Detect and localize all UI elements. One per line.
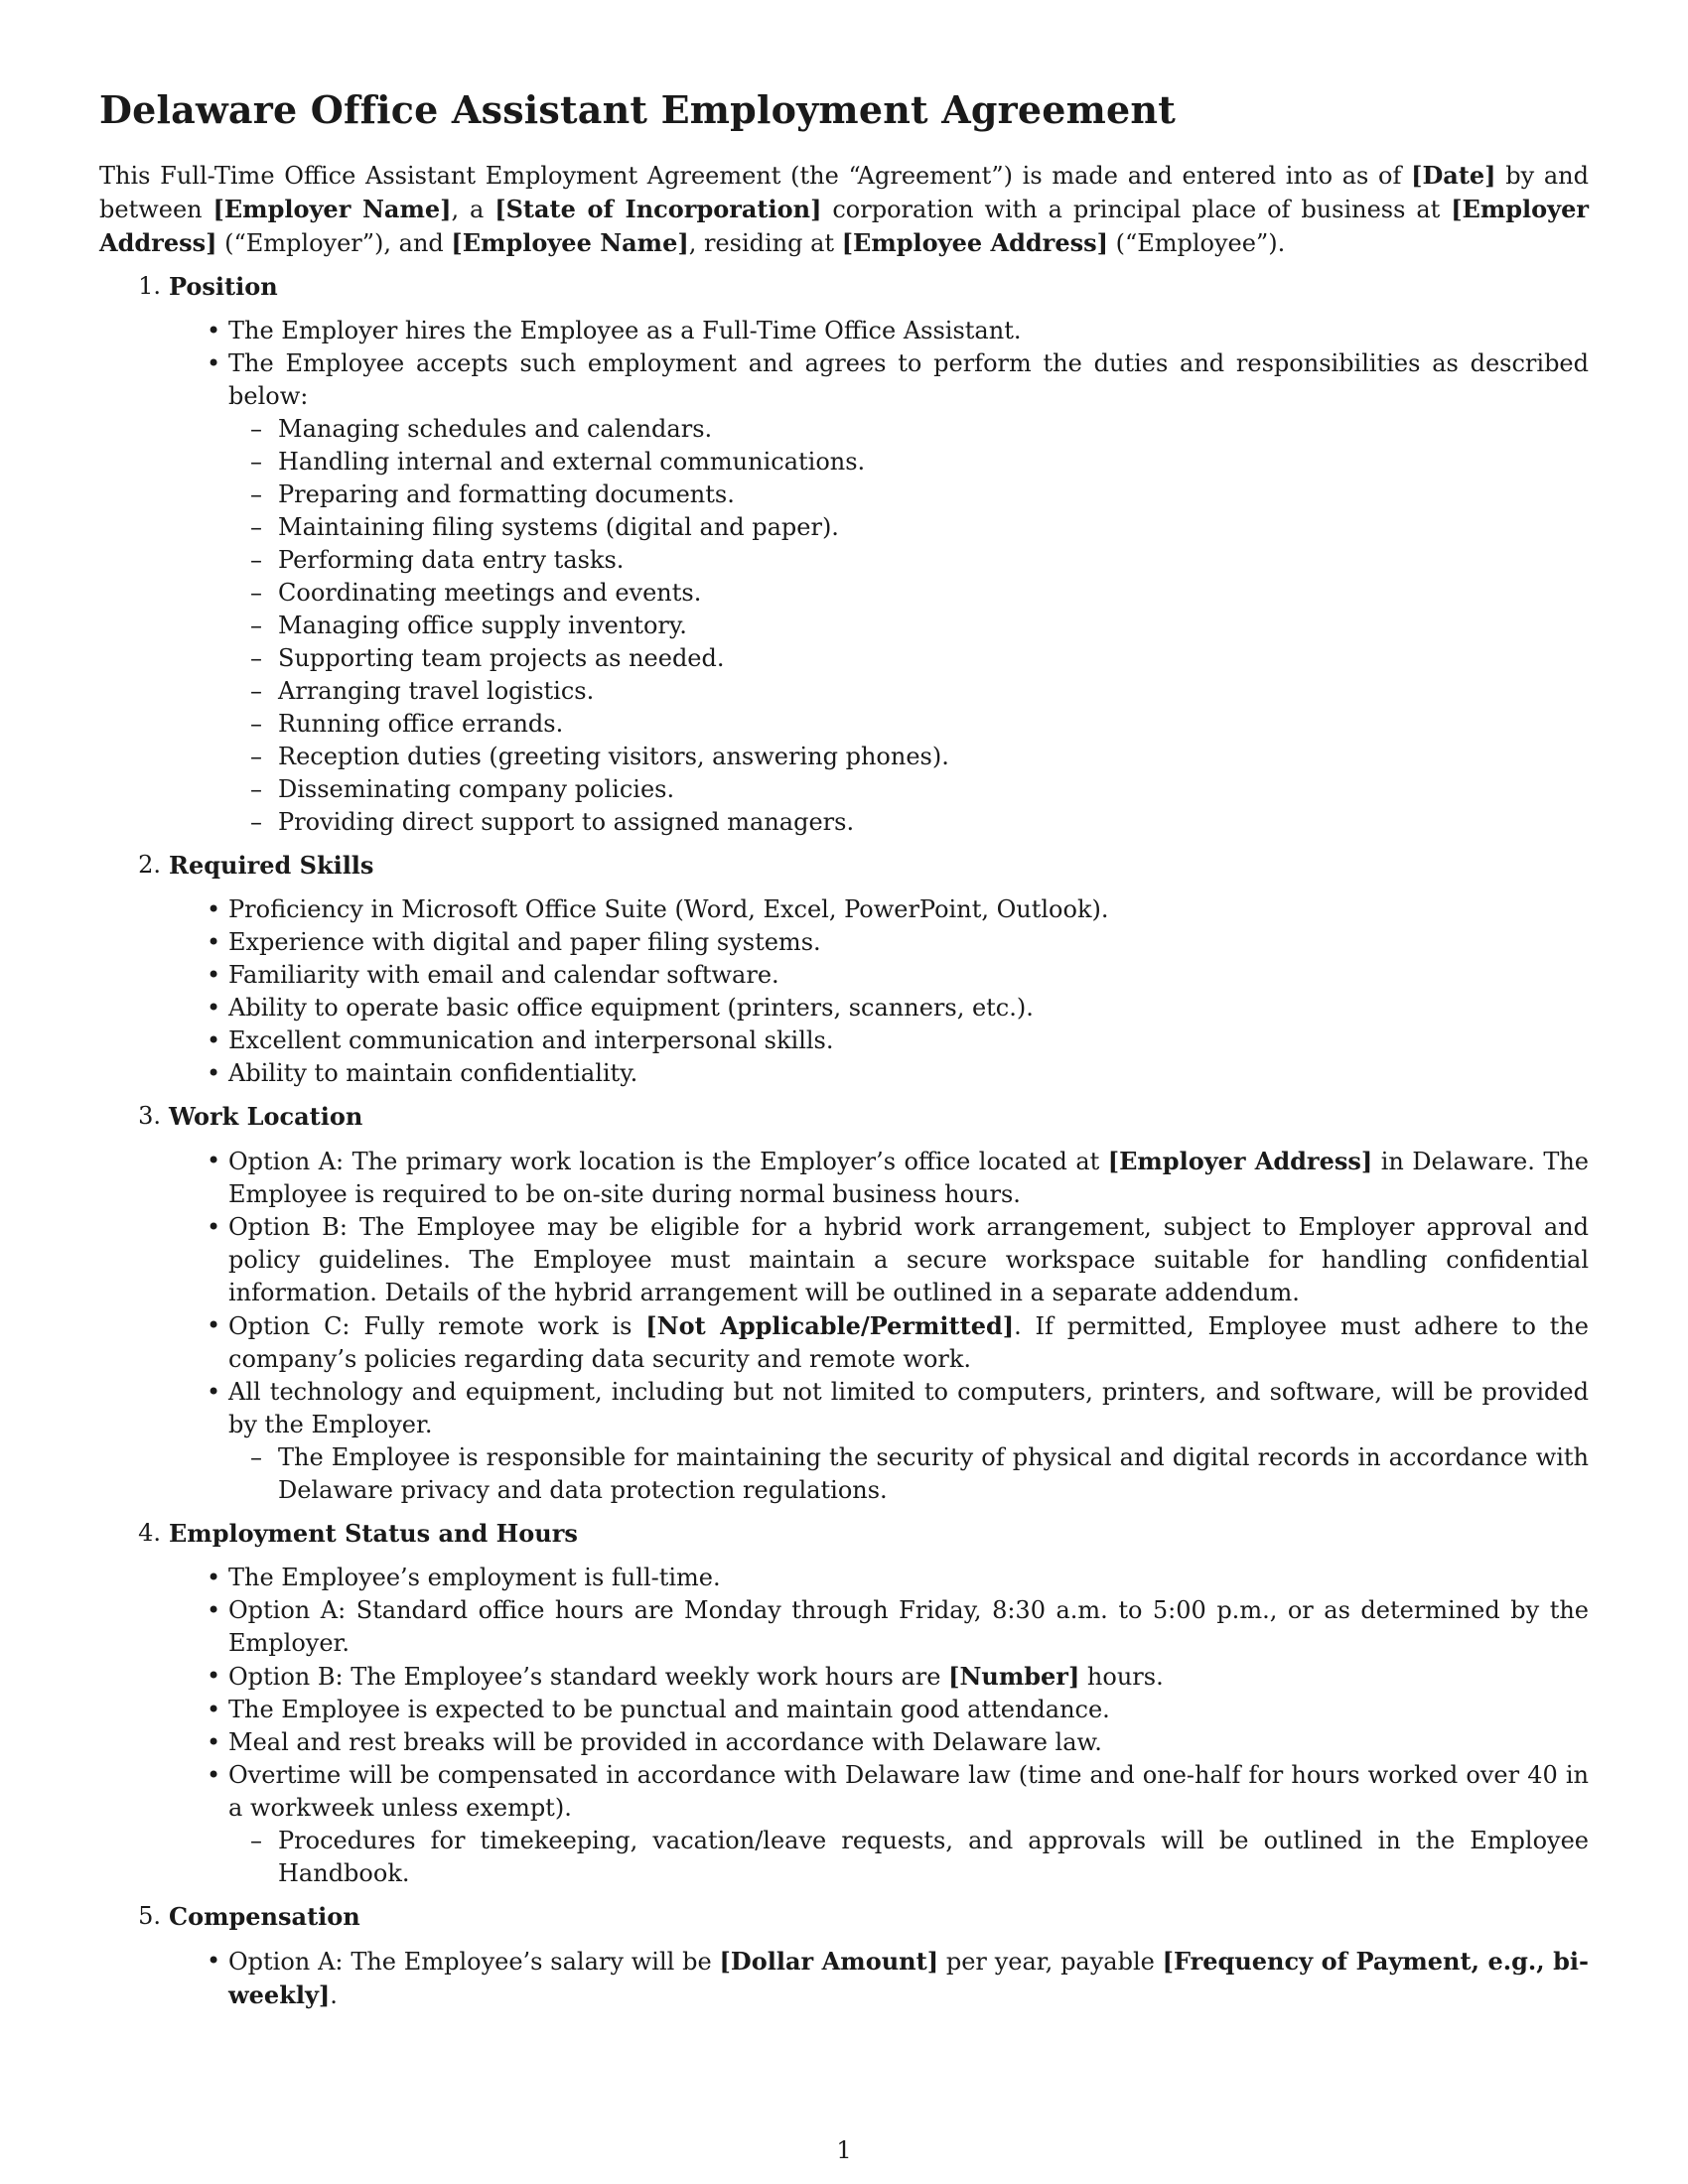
- list-item-text: Option A: The Employee’s salary will be: [228, 1948, 720, 1976]
- page-number: 1: [836, 2136, 852, 2164]
- list-item: • Excellent communication and interpersonal skills.: [228, 1024, 1589, 1057]
- date-placeholder: [Date]: [1411, 161, 1496, 190]
- list-item-text: Option B: The Employee’s standard weekly work hours are: [228, 1663, 949, 1691]
- duty-item: – Preparing and formatting documents.: [278, 478, 1589, 511]
- duty-item: – Reception duties (greeting visitors, answering phones).: [278, 741, 1589, 773]
- duty-item: – Arranging travel logistics.: [278, 675, 1589, 708]
- section-number: 3.: [138, 1102, 161, 1130]
- list-item-text: in Delaware. The Employee is required to be on-site during normal business hours.: [228, 1148, 1590, 1208]
- list-item-text: . If permitted, Employee must adhere to the company’s policies regarding data security and remote work.: [228, 1312, 1589, 1373]
- list-item-text: hours.: [1079, 1663, 1164, 1691]
- list-item: [228, 1309, 1589, 1376]
- section-number: 1.: [138, 272, 161, 300]
- section-heading: [99, 1517, 1589, 1550]
- list-item: [228, 1376, 1589, 1507]
- list-item: • Option A: Standard office hours are Monday through Friday, 8:30 a.m. to 5:00 p.m., or as determined by the Employer.: [228, 1594, 1589, 1660]
- duty-item: – Maintaining filing systems (digital and paper).: [278, 511, 1589, 544]
- intro-text: This Full-Time Office Assistant Employment Agreement (the “Agreement”) is made and entered into as of: [99, 162, 1412, 190]
- section-title: Position: [169, 272, 278, 301]
- list-item: • Experience with digital and paper filing systems.: [228, 926, 1589, 959]
- remote-placeholder: [Not Applicable/Permitted]: [645, 1311, 1015, 1340]
- intro-paragraph: [99, 159, 1589, 260]
- list-item: [228, 1945, 1589, 2012]
- section-compensation: [99, 1900, 1589, 2012]
- list-item: • Option B: The Employee may be eligible for a hybrid work arrangement, subject to Employer approval and policy guidelines. The Employee must maintain a secure workspace suitable for handling confidential information. Details of the hybrid arrangement will be outlined in a separate addendum.: [228, 1211, 1589, 1309]
- employer-name-placeholder: [Employer Name]: [212, 195, 452, 223]
- intro-text: , residing at: [688, 229, 842, 257]
- hours-placeholder: [Number]: [948, 1662, 1080, 1691]
- employee-name-placeholder: [Employee Name]: [451, 228, 689, 257]
- list-item: • Proficiency in Microsoft Office Suite (Word, Excel, PowerPoint, Outlook).: [228, 893, 1589, 926]
- employee-address-placeholder: [Employee Address]: [841, 228, 1108, 257]
- pay-frequency-placeholder: [Frequency of Payment, e.g., bi-weekly]: [228, 1947, 1589, 2009]
- section-title: Employment Status and Hours: [169, 1519, 578, 1548]
- bullet-list: [99, 893, 1589, 1090]
- list-item-text: per year, payable: [938, 1948, 1163, 1976]
- document-title: Delaware Office Assistant Employment Agreement: [99, 87, 1176, 132]
- section-employment-status: [99, 1517, 1589, 1890]
- employer-address-placeholder: [Employer Address]: [1107, 1147, 1373, 1175]
- duty-item: – Managing schedules and calendars.: [278, 413, 1589, 446]
- section-title: Compensation: [169, 1902, 360, 1931]
- employer-address-placeholder: [Employer Address]: [99, 195, 1590, 257]
- sub-list: [228, 1441, 1589, 1507]
- bullet-list: [99, 315, 1589, 839]
- section-number: 5.: [138, 1902, 161, 1930]
- section-required-skills: [99, 849, 1589, 1090]
- list-item: [228, 1145, 1589, 1211]
- intro-text: (“Employer”), and: [216, 229, 452, 257]
- bullet-list: [99, 1945, 1589, 2012]
- section-heading: [99, 1900, 1589, 1933]
- duty-item: – Coordinating meetings and events.: [278, 577, 1589, 610]
- duty-item: – Running office errands.: [278, 708, 1589, 741]
- list-item: • The Employer hires the Employee as a Full-Time Office Assistant.: [228, 315, 1589, 347]
- sub-item: – Procedures for timekeeping, vacation/leave requests, and approvals will be outlined in the Employee Handbook.: [278, 1825, 1589, 1890]
- list-item: [228, 1759, 1589, 1890]
- intro-text: , a: [451, 196, 495, 223]
- list-item-text: .: [330, 1981, 338, 2009]
- duty-item: – Disseminating company policies.: [278, 773, 1589, 806]
- duty-item: – Providing direct support to assigned managers.: [278, 806, 1589, 839]
- section-position: [99, 270, 1589, 839]
- section-number: 2.: [138, 851, 161, 879]
- document-page: [99, 87, 1589, 2012]
- section-heading: [99, 270, 1589, 303]
- intro-text: by and between: [99, 162, 1589, 223]
- salary-placeholder: [Dollar Amount]: [719, 1947, 939, 1976]
- state-placeholder: [State of Incorporation]: [494, 195, 822, 223]
- section-heading: [99, 1100, 1589, 1133]
- list-item-text: Option C: Fully remote work is: [228, 1312, 646, 1340]
- sub-item: – The Employee is responsible for maintaining the security of physical and digital records in accordance with Delaware privacy and data protection regulations.: [278, 1441, 1589, 1507]
- list-item: • Meal and rest breaks will be provided in accordance with Delaware law.: [228, 1726, 1589, 1759]
- section-work-location: [99, 1100, 1589, 1507]
- list-item-text: The Employee accepts such employment and agrees to perform the duties and responsibilities as described below:: [228, 349, 1589, 410]
- section-number: 4.: [138, 1519, 161, 1547]
- intro-text: corporation with a principal place of business at: [821, 196, 1452, 223]
- list-item: • The Employee is expected to be punctual and maintain good attendance.: [228, 1694, 1589, 1726]
- list-item: • Ability to maintain confidentiality.: [228, 1057, 1589, 1090]
- section-title: Work Location: [169, 1102, 363, 1131]
- duty-item: – Managing office supply inventory.: [278, 610, 1589, 642]
- list-item: • The Employee’s employment is full-time.: [228, 1562, 1589, 1594]
- intro-text: (“Employee”).: [1107, 229, 1286, 257]
- bullet-list: [99, 1562, 1589, 1890]
- list-item: • Familiarity with email and calendar software.: [228, 959, 1589, 992]
- section-heading: [99, 849, 1589, 882]
- list-item: [228, 1660, 1589, 1694]
- bullet-list: [99, 1145, 1589, 1507]
- duty-item: – Supporting team projects as needed.: [278, 642, 1589, 675]
- list-item-text: All technology and equipment, including but not limited to computers, printers, and software, will be provided by the Employer.: [228, 1378, 1589, 1438]
- duties-list: [228, 413, 1589, 839]
- list-item-text: Option A: The primary work location is the Employer’s office located at: [228, 1148, 1108, 1175]
- duty-item: – Performing data entry tasks.: [278, 544, 1589, 577]
- section-title: Required Skills: [169, 851, 374, 880]
- sub-list: [228, 1825, 1589, 1890]
- list-item: • Ability to operate basic office equipment (printers, scanners, etc.).: [228, 992, 1589, 1024]
- list-item-text: Overtime will be compensated in accordance with Delaware law (time and one-half for hours worked over 40 in a workweek unless exempt).: [228, 1761, 1589, 1822]
- list-item: [228, 347, 1589, 839]
- duty-item: – Handling internal and external communications.: [278, 446, 1589, 478]
